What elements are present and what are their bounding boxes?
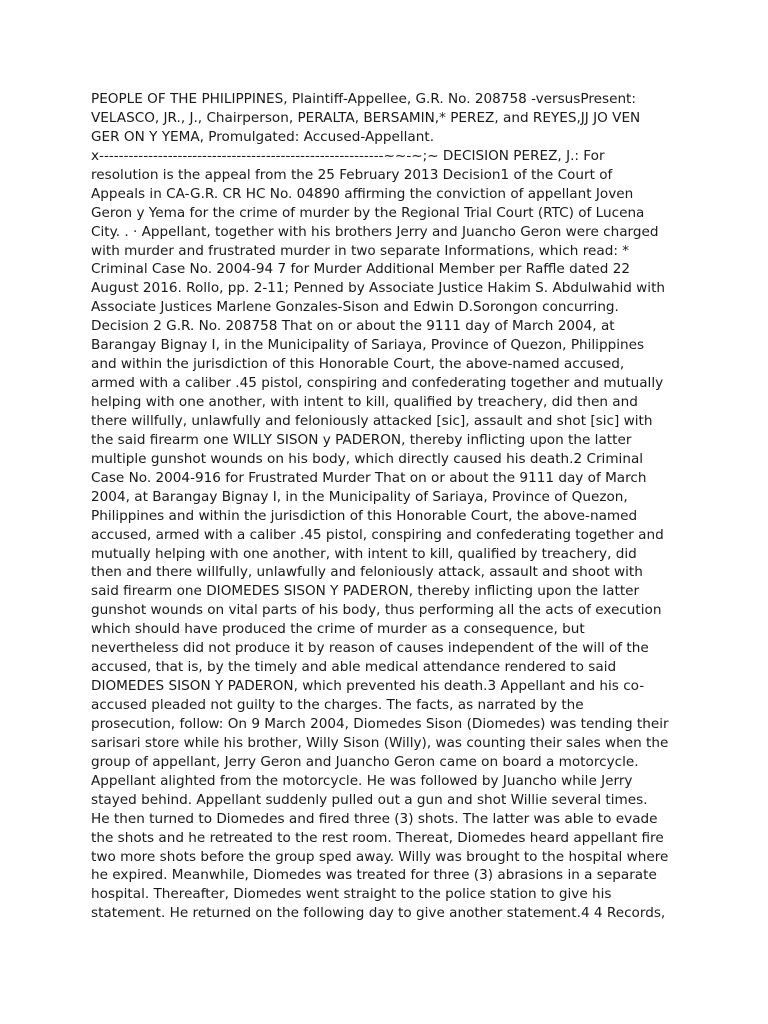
text-line: Appellant alighted from the motorcycle. He was followed by Juancho while Jerry [91, 772, 633, 789]
text-line: Philippines and within the jurisdiction of this Honorable Court, the above-named [91, 507, 638, 524]
text-line: Case No. 2004-916 for Frustrated Murder That on or about the 9111 day of March [91, 469, 647, 486]
text-line: City. . · Appellant, together with his brothers Jerry and Juancho Geron were charged [91, 223, 659, 240]
text-line: mutually helping with one another, with intent to kill, qualified by treachery, did [91, 545, 637, 562]
text-line: GER ON Y YEMA, Promulgated: Accused-Appellant. [91, 128, 435, 145]
text-line: helping with one another, with intent to kill, qualified by treachery, did then and [91, 394, 638, 410]
text-line: multiple gunshot wounds on his body, which directly caused his death.2 Criminal [91, 450, 644, 467]
text-line: 2004, at Barangay Bignay I, in the Municipality of Sariaya, Province of Quezon, [91, 488, 628, 505]
text-line: the said firearm one WILLY SISON y PADERON, thereby inflicting upon the latter [91, 431, 632, 448]
text-line: and within the jurisdiction of this Honorable Court, the above-named accused, [91, 356, 625, 373]
text-line: x----------------------------------------------------------~~-~;~ DECISION PEREZ, J.: For [91, 147, 605, 164]
text-line: Associate Justices Marlene Gonzales-Sison and Edwin D.Sorongon concurring. [91, 299, 619, 316]
text-line: resolution is the appeal from the 25 February 2013 Decision1 of the Court of [91, 166, 613, 183]
text-line: the shots and he retreated to the rest room. Thereat, Diomedes heard appellant fire [91, 829, 664, 846]
text-line: Geron y Yema for the crime of murder by the Regional Trial Court (RTC) of Lucena [91, 204, 645, 221]
text-line: there willfully, unlawfully and feloniously attacked [sic], assault and shot [sic] with [91, 412, 653, 429]
text-line: group of appellant, Jerry Geron and Juancho Geron came on board a motorcycle. [91, 753, 639, 770]
text-line: with murder and frustrated murder in two separate Informations, which read: * [91, 242, 630, 259]
text-line: PEOPLE OF THE PHILIPPINES, Plaintiff-Appellee, G.R. No. 208758 -versusPresent: [91, 91, 636, 107]
text-line: accused pleaded not guilty to the charges. The facts, as narrated by the [91, 697, 584, 713]
text-line: VELASCO, JR., J., Chairperson, PERALTA, BERSAMIN,* PEREZ, and REYES,JJ JO VEN [91, 109, 641, 126]
text-line: August 2016. Rollo, pp. 2-11; Penned by Associate Justice Hakim S. Abdulwahid with [91, 280, 666, 297]
document-body-text [91, 90, 691, 923]
text-line: stayed behind. Appellant suddenly pulled out a gun and shot Willie several times. [91, 791, 648, 808]
text-line: two more shots before the group sped away. Willy was brought to the hospital where [91, 848, 669, 865]
text-line: prosecution, follow: On 9 March 2004, Diomedes Sison (Diomedes) was tending their [91, 715, 669, 732]
text-line: sarisari store while his brother, Willy Sison (Willy), was counting their sales when the [91, 734, 669, 751]
text-line: which should have produced the crime of murder as a consequence, but [91, 621, 585, 638]
text-line: accused, that is, by the timely and able medical attendance rendered to said [91, 659, 617, 676]
text-line: Appeals in CA-G.R. CR HC No. 04890 affirming the conviction of appellant Joven [91, 185, 634, 202]
text-line: armed with a caliber .45 pistol, conspiring and confederating together and mutually [91, 375, 664, 392]
text-line: accused, armed with a caliber .45 pistol, conspiring and confederating together and [91, 526, 664, 543]
text-line: nevertheless did not produce it by reason of causes independent of the will of the [91, 640, 649, 657]
text-line: statement. He returned on the following day to give another statement.4 4 Records, [91, 905, 666, 922]
text-line: Criminal Case No. 2004-94 7 for Murder Additional Member per Raffle dated 22 [91, 261, 630, 278]
text-line: gunshot wounds on vital parts of his body, thus performing all the acts of execution [91, 602, 662, 619]
text-line: He then turned to Diomedes and fired three (3) shots. The latter was able to evade [91, 810, 658, 827]
text-line: Barangay Bignay I, in the Municipality of Sariaya, Province of Quezon, Philippines [91, 337, 645, 354]
text-line: hospital. Thereafter, Diomedes went straight to the police station to give his [91, 886, 612, 903]
text-line: said firearm one DIOMEDES SISON Y PADERON, thereby inflicting upon the latter [91, 583, 640, 600]
text-line: he expired. Meanwhile, Diomedes was treated for three (3) abrasions in a separate [91, 867, 657, 884]
text-line: Decision 2 G.R. No. 208758 That on or about the 9111 day of March 2004, at [91, 318, 615, 335]
text-line: DIOMEDES SISON Y PADERON, which prevented his death.3 Appellant and his co- [91, 678, 645, 695]
text-line: then and there willfully, unlawfully and feloniously attack, assault and shoot with [91, 564, 643, 581]
